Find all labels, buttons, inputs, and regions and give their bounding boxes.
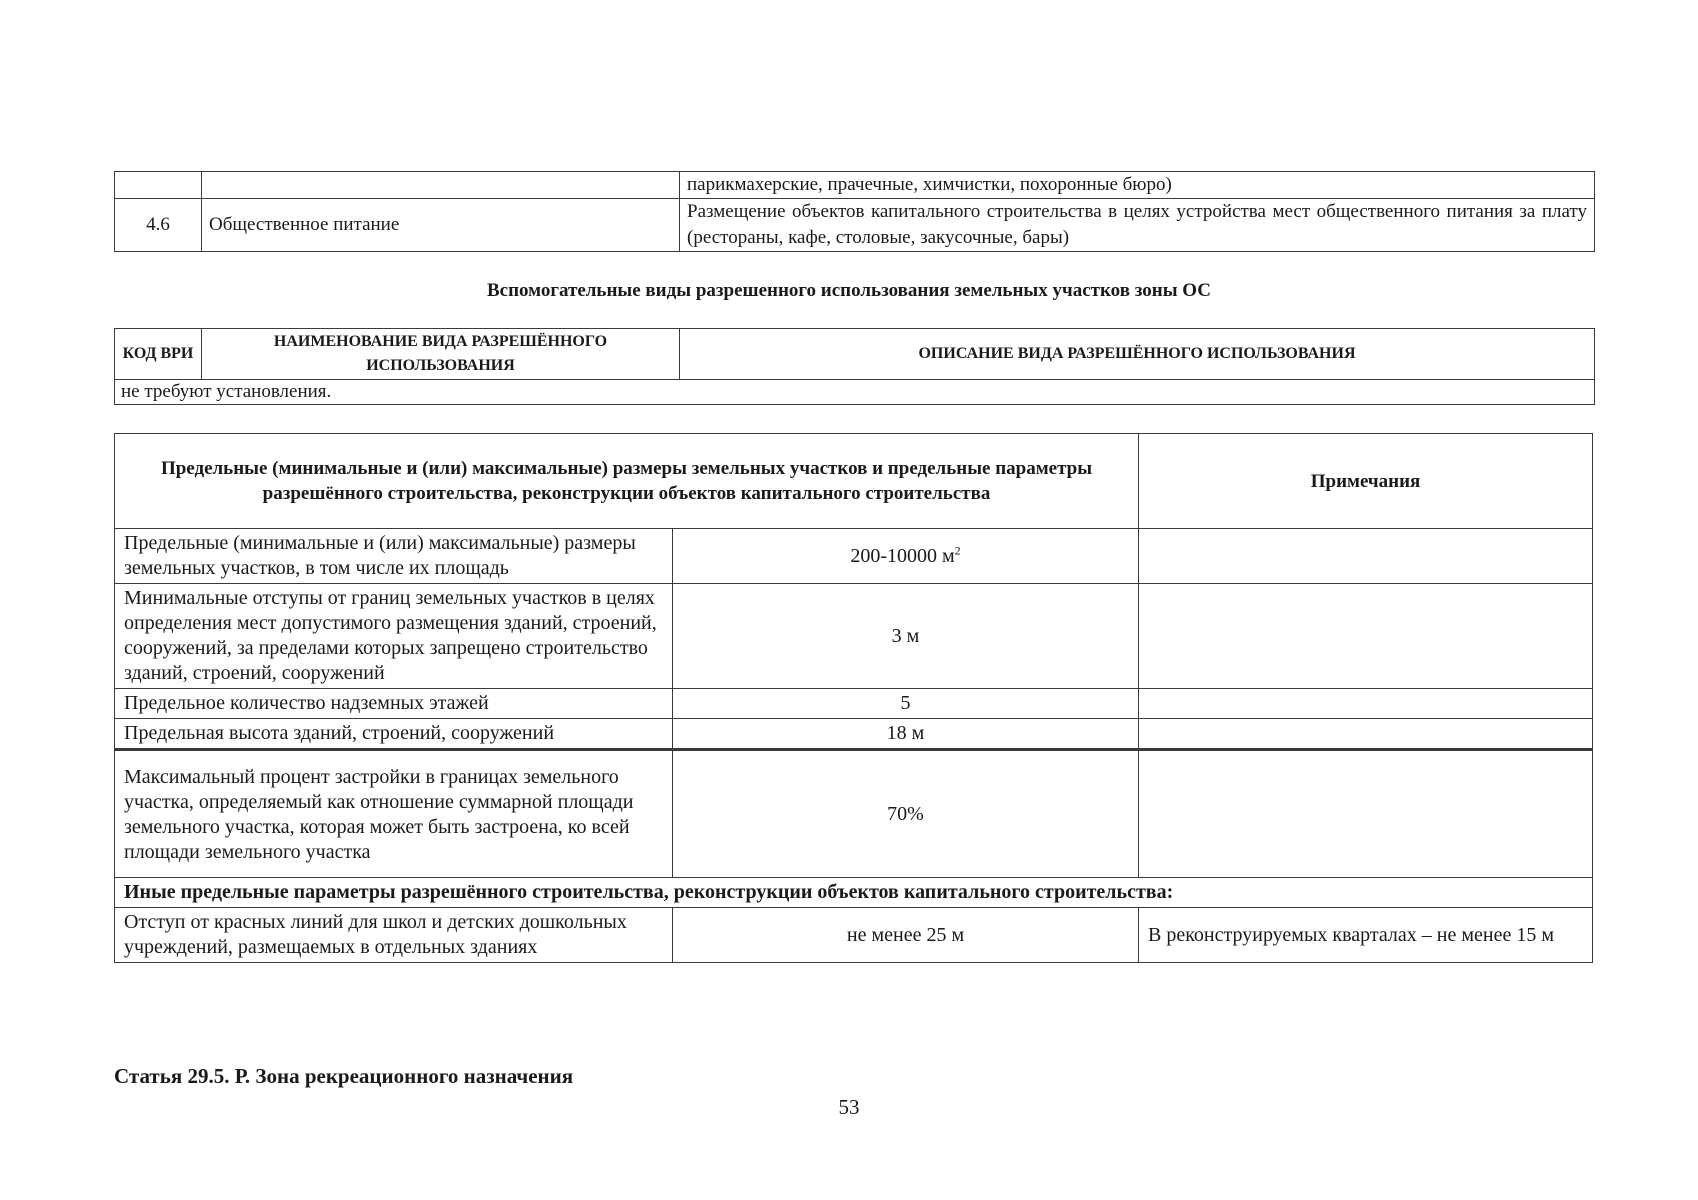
param-cell: Минимальные отступы от границ земельных участков в целях определения мест допустимого размещения зданий, строений, сооружений, за пределами которых запрещено строительство зданий, строений, сооружений <box>115 584 673 689</box>
param-cell: Предельные (минимальные и (или) максимальные) размеры земельных участков, в том числе их площадь <box>115 529 673 584</box>
table-row <box>115 878 1593 908</box>
name-cell <box>202 172 680 199</box>
col-name-header: НАИМЕНОВАНИЕ ВИДА РАЗРЕШЁННОГО ИСПОЛЬЗОВАНИЯ <box>202 329 680 380</box>
other-params-header: Иные предельные параметры разрешённого строительства, реконструкции объектов капитального строительства: <box>115 878 1593 908</box>
table-row <box>115 908 1593 963</box>
table-row <box>115 380 1595 405</box>
code-cell <box>115 172 202 199</box>
table-row <box>115 529 1593 584</box>
col-desc-header: ОПИСАНИЕ ВИДА РАЗРЕШЁННОГО ИСПОЛЬЗОВАНИЯ <box>680 329 1595 380</box>
value-superscript: 2 <box>954 542 961 557</box>
param-cell: Отступ от красных линий для школ и детских дошкольных учреждений, размещаемых в отдельных зданиях <box>115 908 673 963</box>
notes-header: Примечания <box>1139 434 1593 529</box>
limits-table <box>114 433 1593 963</box>
name-cell: Общественное питание <box>202 199 680 252</box>
table-header-row <box>115 329 1595 380</box>
table-row <box>115 584 1593 689</box>
table-row <box>115 719 1593 750</box>
param-cell: Предельная высота зданий, строений, сооружений <box>115 719 673 750</box>
col-code-header: КОД ВРИ <box>115 329 202 380</box>
table-header-row <box>115 434 1593 529</box>
note-cell <box>1139 584 1593 689</box>
value-cell: 70% <box>673 750 1139 878</box>
table-row <box>115 689 1593 719</box>
main-uses-table-continued <box>114 171 1595 252</box>
value-cell: 3 м <box>673 584 1139 689</box>
value-cell: 5 <box>673 689 1139 719</box>
desc-cell: Размещение объектов капитального строительства в целях устройства мест общественного питания за плату (рестораны, кафе, столовые, закусочные, бары) <box>680 199 1595 252</box>
table-row <box>115 199 1595 252</box>
note-cell: В реконструируемых кварталах – не менее 15 м <box>1139 908 1593 963</box>
value-text: 200-10000 м <box>850 544 955 567</box>
aux-uses-table <box>114 328 1595 405</box>
table-row <box>115 172 1595 199</box>
param-cell: Предельное количество надземных этажей <box>115 689 673 719</box>
params-header: Предельные (минимальные и (или) максимальные) размеры земельных участков и предельные параметры разрешённого строительства, реконструкции объектов капитального строительства <box>115 434 1139 529</box>
page-number: 53 <box>838 1095 860 1119</box>
note-cell <box>1139 689 1593 719</box>
note-cell <box>1139 750 1593 878</box>
note-cell <box>1139 719 1593 750</box>
desc-cell: парикмахерские, прачечные, химчистки, похоронные бюро) <box>680 172 1595 199</box>
code-cell: 4.6 <box>115 199 202 252</box>
value-cell <box>673 529 1139 584</box>
note-cell <box>1139 529 1593 584</box>
value-cell: не менее 25 м <box>673 908 1139 963</box>
aux-note-cell: не требуют установления. <box>115 380 1595 405</box>
table-row <box>115 750 1593 878</box>
aux-uses-heading: Вспомогательные виды разрешенного использования земельных участков зоны ОС <box>486 280 1212 301</box>
param-cell: Максимальный процент застройки в границах земельного участка, определяемый как отношение суммарной площади земельного участка, которая может быть застроена, ко всей площади земельного участка <box>115 750 673 878</box>
article-title: Статья 29.5. Р. Зона рекреационного назначения <box>114 1064 574 1088</box>
value-cell: 18 м <box>673 719 1139 750</box>
